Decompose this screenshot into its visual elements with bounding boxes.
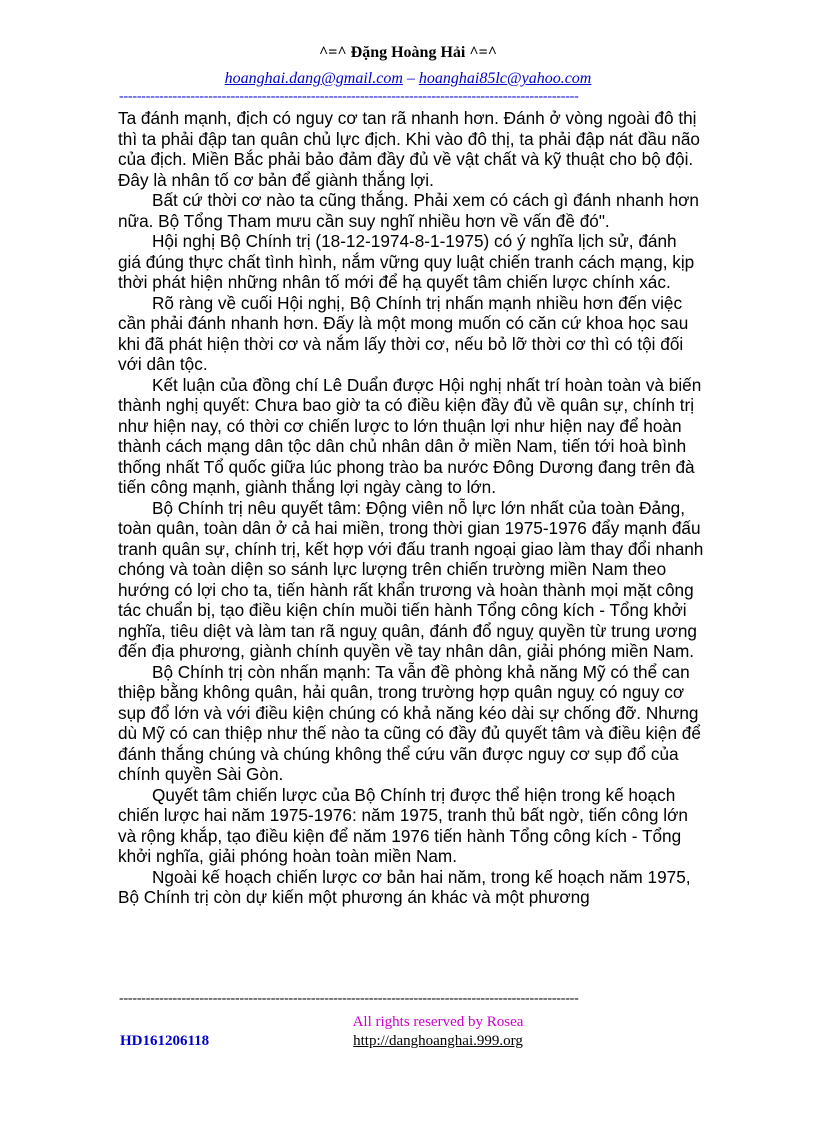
paragraph: Rõ ràng về cuối Hội nghị, Bộ Chính trị nhấn mạnh nhiều hơn đến việc cần phải đánh nhanh hơn. Đấy là một mong muốn có căn cứ khoa học sau khi đã phát hiện thời cơ và nắm lấy thời cơ, nếu bỏ lỡ thời cơ thì có tội đối với dân tộc.	[118, 292, 689, 374]
footer-url-wrap	[0, 1033, 816, 1050]
paragraph: Quyết tâm chiến lược của Bộ Chính trị được thể hiện trong kế hoạch chiến lược hai năm 1975-1976: năm 1975, tranh thủ bất ngờ, tiến công lớn và rộng khắp, tạo điều kiện để năm 1976 tiến hành Tổng công kích - Tổng khởi nghĩa, giải phóng hoàn toàn miền Nam.	[118, 784, 688, 866]
header-divider: -------------------------------------------------------------------------------------------------------	[119, 89, 579, 104]
footer-rights: All rights reserved by Rosea	[352, 1014, 524, 1030]
email-link-yahoo[interactable]: hoanghai85lc@yahoo.com	[418, 70, 592, 87]
body-text	[118, 108, 704, 908]
header-contacts	[0, 70, 816, 88]
paragraph: Bộ Chính trị nêu quyết tâm: Động viên nỗ lực lớn nhất của toàn Đảng, toàn quân, toàn dân ở cả hai miền, trong thời gian 1975-1976 đẩy mạnh đấu tranh quân sự, chính trị, kết hợp với đấu tranh ngoại giao làm thay đổi nhanh chóng và toàn diện so sánh lực lượng trên chiến trường miền Nam theo hướng có lợi cho ta, tiến hành rất khẩn trương và hoàn thành mọi mặt công tác chuẩn bị, tạo điều kiện chín muồi tiến hành Tổng công kích - Tổng khởi nghĩa, tiêu diệt và làm tan rã nguỵ quân, đánh đổ nguỵ quyền từ trung ương đến địa phương, giành chính quyền về tay nhân dân, giải phóng miền Nam.	[118, 497, 704, 661]
paragraph: Kết luận của đồng chí Lê Duẩn được Hội nghị nhất trí hoàn toàn và biến thành nghị quyết: Chưa bao giờ ta có điều kiện đầy đủ về quân sự, chính trị như hiện nay, có thời cơ chiến lược to lớn thuận lợi như hiện nay để hoàn thành cách mạng dân tộc dân chủ nhân dân ở miền Nam, tiến tới hoà bình thống nhất Tổ quốc giữa lúc phong trào ba nước Đông Dương đang trên đà tiến công mạnh, giành thắng lợi ngày càng to lớn.	[118, 374, 702, 497]
paragraph: Ngoài kế hoạch chiến lược cơ bản hai năm, trong kế hoạch năm 1975, Bộ Chính trị còn dự kiến một phương án khác và một phương	[118, 866, 691, 907]
paragraph: Hội nghị Bộ Chính trị (18-12-1974-8-1-1975) có ý nghĩa lịch sử, đánh giá đúng thực chất tình hình, nắm vững quy luật chiến tranh cách mạng, kịp thời phát hiện những nhân tố mới để hạ quyết tâm chiến lược chính xác.	[118, 231, 695, 292]
paragraph: Bất cứ thời cơ nào ta cũng thắng. Phải xem có cách gì đánh nhanh hơn nữa. Bộ Tổng Tham mưu cần suy nghĩ nhiều hơn về vấn đề đó".	[118, 190, 699, 231]
header-title: ^=^ Đặng Hoàng Hải ^=^	[318, 44, 498, 61]
footer-divider: -------------------------------------------------------------------------------------------------------	[119, 991, 579, 1006]
email-separator: –	[402, 70, 419, 87]
email-link-gmail[interactable]: hoanghai.dang@gmail.com	[224, 70, 403, 87]
document-code: HD161206118	[120, 1033, 210, 1049]
paragraph: Bộ Chính trị còn nhấn mạnh: Ta vẫn đề phòng khả năng Mỹ có thể can thiệp bằng không quân, hải quân, trong trường hợp quân nguỵ có nguy cơ sụp đổ lớn và với điều kiện chúng có khả năng kéo dài sự chống đỡ. Nhưng dù Mỹ có can thiệp như thế nào ta cũng có đầy đủ quyết tâm và điều kiện để đánh thắng chúng và chúng không thể cứu vãn được nguy cơ sụp đổ của chính quyền Sài Gòn.	[118, 661, 701, 784]
website-link[interactable]: http://danghoanghai.999.org	[353, 1033, 523, 1049]
paragraph: Ta đánh mạnh, địch có nguy cơ tan rã nhanh hơn. Đánh ở vòng ngoài đô thị thì ta phải đập tan quân chủ lực địch. Khi vào đô thị, ta phải đập nát đầu não của địch. Miền Bắc phải bảo đảm đầy đủ về vật chất và kỹ thuật cho bộ đội. Đây là nhân tố cơ bản để giành thắng lợi.	[118, 108, 700, 190]
